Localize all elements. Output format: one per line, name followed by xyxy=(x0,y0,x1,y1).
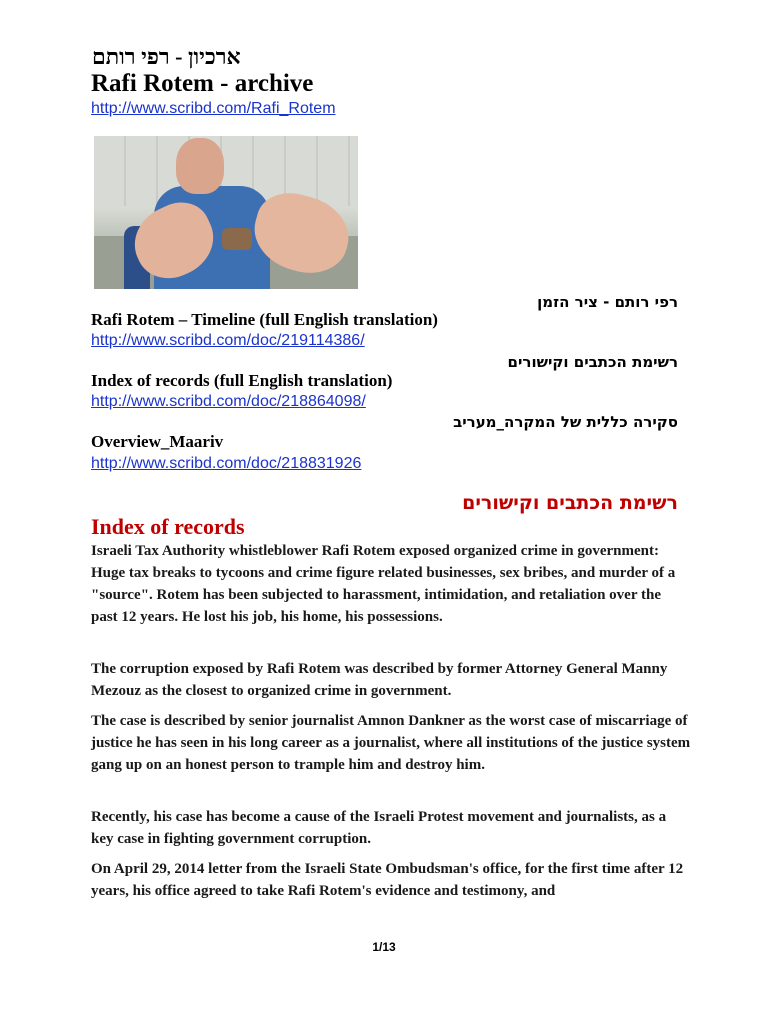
section-title-index: Index of records (full English translation) xyxy=(91,371,393,390)
page-title: Rafi Rotem - archive xyxy=(91,70,314,97)
paragraph-protest: Recently, his case has become a cause of the Israeli Protest movement and journalists, as a key case in fighting government corruption. xyxy=(91,809,667,847)
hebrew-link-timeline: רפי רותם - ציר הזמן xyxy=(537,293,678,311)
paragraph-attorney-general: The corruption exposed by Rafi Rotem was described by former Attorney General Manny Mezouz as the closest to organized crime in government. xyxy=(91,661,668,699)
hebrew-link-overview: סקירה כללית של המקרה_מעריב xyxy=(453,413,678,431)
overview-link[interactable]: http://www.scribd.com/doc/218831926 xyxy=(91,455,362,472)
photo-rafi-rotem xyxy=(94,136,358,289)
section-title-timeline: Rafi Rotem – Timeline (full English translation) xyxy=(91,310,438,329)
paragraph-intro: Israeli Tax Authority whistleblower Rafi Rotem exposed organized crime in government: Huge tax breaks to tycoons and crime figure related businesses, sex bribes, and murder of a "source". Rotem has been subjected to harassment, intimidation, and retaliation over the past 12 years. He lost his job, his home, his possessions. xyxy=(91,543,676,625)
hebrew-title: ארכיון - רפי רותם xyxy=(92,44,241,69)
scribd-profile-link[interactable]: http://www.scribd.com/Rafi_Rotem xyxy=(91,100,336,117)
hebrew-index-heading: רשימת הכתבים וקישורים xyxy=(462,492,678,514)
index-heading: Index of records xyxy=(91,514,245,539)
timeline-link[interactable]: http://www.scribd.com/doc/219114386/ xyxy=(91,332,365,349)
paragraph-dankner: The case is described by senior journalist Amnon Dankner as the worst case of miscarriage of justice he has seen in his long career as a journalist, where all institutions of the justice system gang up on an honest person to trample him and destroy him. xyxy=(91,713,691,773)
section-title-overview: Overview_Maariv xyxy=(91,432,224,451)
paragraph-ombudsman: On April 29, 2014 letter from the Israeli State Ombudsman's office, for the first time after 12 years, his office agreed to take Rafi Rotem's evidence and testimony, and xyxy=(91,861,684,899)
hebrew-link-index: רשימת הכתבים וקישורים xyxy=(507,353,678,371)
index-link[interactable]: http://www.scribd.com/doc/218864098/ xyxy=(91,393,366,410)
page-number: 1/13 xyxy=(372,940,396,954)
